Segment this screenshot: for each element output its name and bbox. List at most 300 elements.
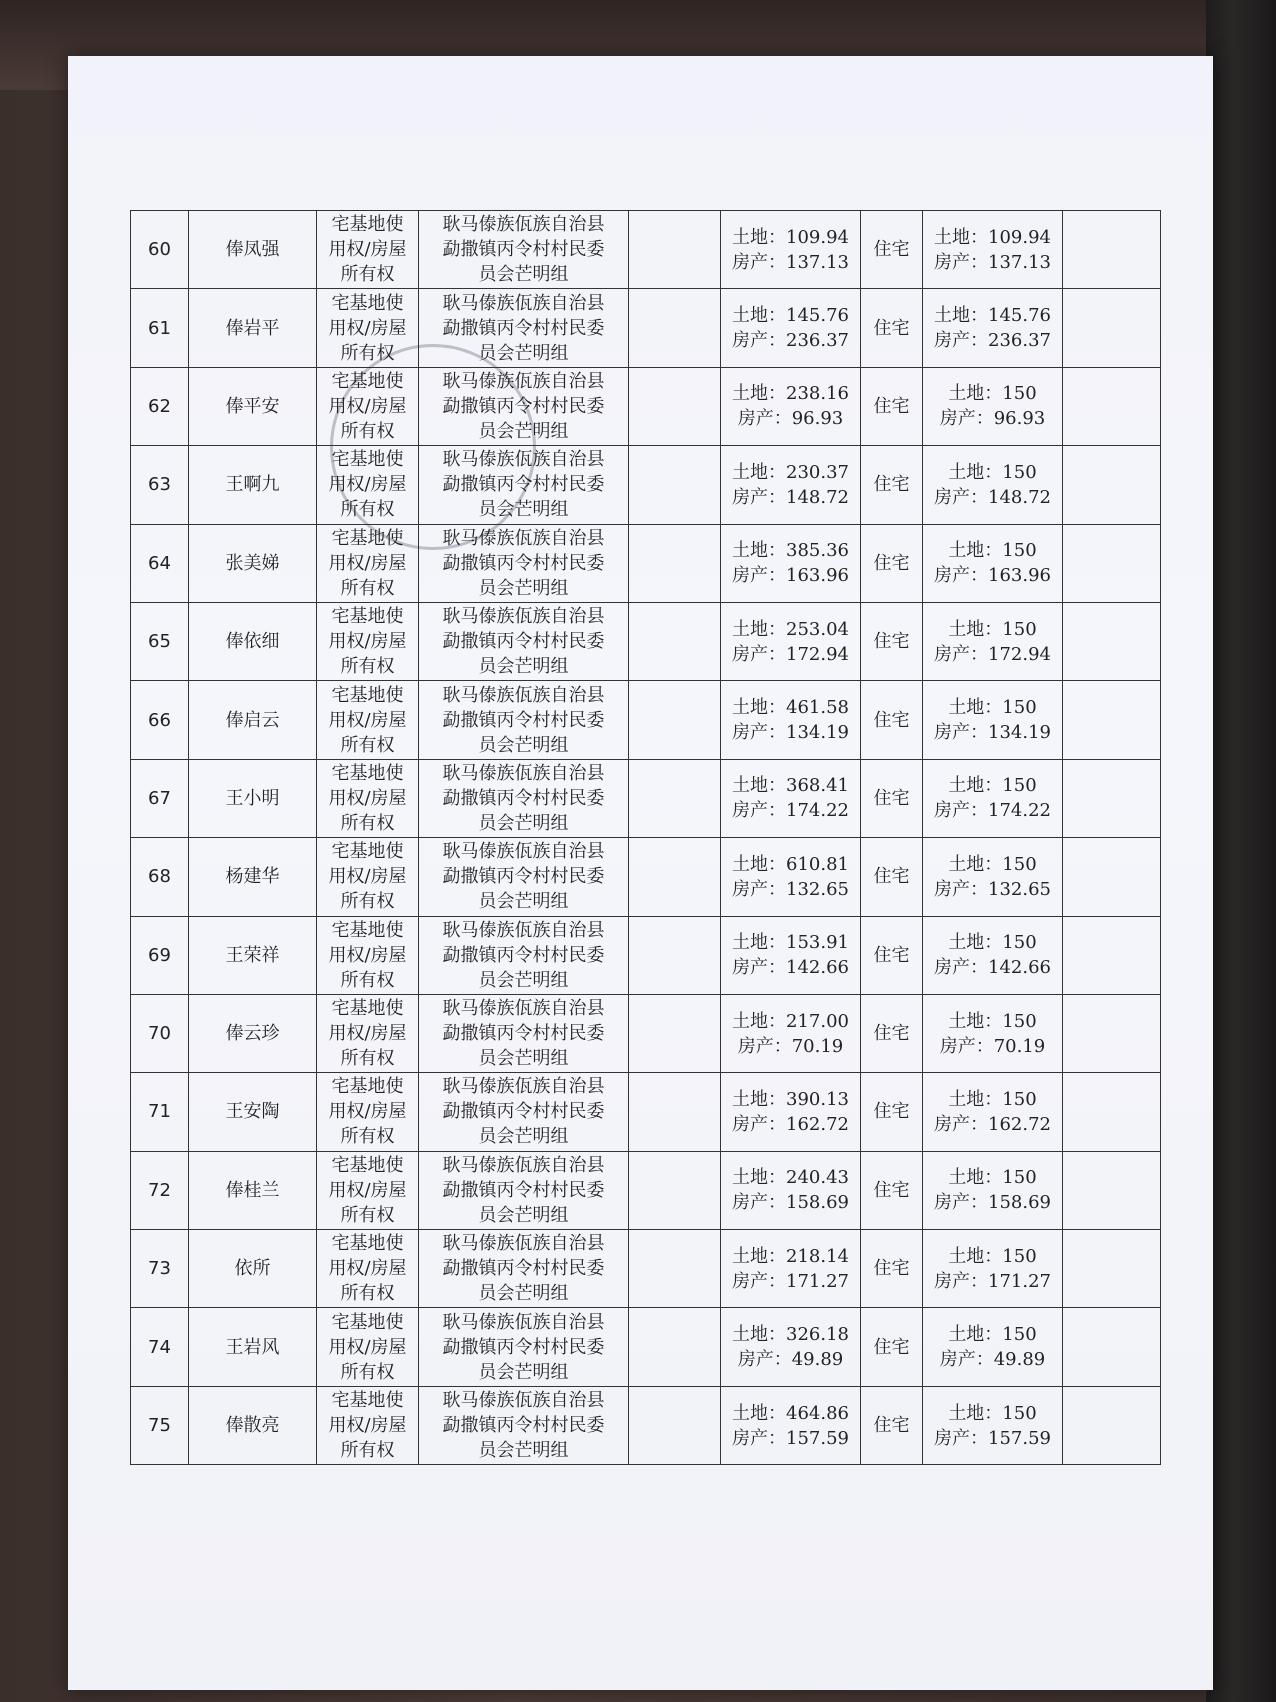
property-location-line: 耿马傣族佤族自治县 (442, 1076, 605, 1098)
declared-area-line: 土地：218.14 (732, 1245, 849, 1267)
right-type-line: 用权/房屋 (328, 866, 407, 888)
row-number: 75 (131, 1386, 189, 1464)
row-number: 61 (131, 289, 189, 367)
property-location (419, 211, 629, 289)
note-cell (1063, 1151, 1161, 1229)
document-page (68, 56, 1213, 1690)
property-location (419, 1308, 629, 1386)
table-row (131, 838, 1161, 916)
blank-cell (629, 681, 721, 759)
property-location-line: 勐撒镇丙令村村民委 (442, 709, 605, 731)
right-type-line: 所有权 (340, 969, 395, 991)
property-location (419, 994, 629, 1072)
declared-area-line: 土地：153.91 (732, 932, 849, 954)
right-type-line: 用权/房屋 (328, 631, 407, 653)
confirmed-area-line: 房产：70.19 (939, 1035, 1046, 1057)
note-cell (1063, 994, 1161, 1072)
row-number: 72 (131, 1151, 189, 1229)
declared-area-line: 房产：236.37 (732, 330, 849, 352)
land-use: 住宅 (861, 916, 923, 994)
declared-area (721, 1308, 861, 1386)
confirmed-area-line: 土地：150 (948, 853, 1037, 875)
declared-area (721, 916, 861, 994)
declared-area-line: 土地：385.36 (732, 540, 849, 562)
table-row (131, 759, 1161, 837)
declared-area-line: 房产：132.65 (732, 878, 849, 900)
property-location-line: 勐撒镇丙令村村民委 (442, 1179, 605, 1201)
declared-area (721, 1151, 861, 1229)
right-type-line: 用权/房屋 (328, 944, 407, 966)
blank-cell (629, 446, 721, 524)
right-type (317, 681, 419, 759)
property-location-line: 员会芒明组 (478, 577, 569, 599)
right-type-line: 用权/房屋 (328, 1258, 407, 1280)
confirmed-area-line: 土地：150 (948, 1167, 1037, 1189)
table-row (131, 524, 1161, 602)
declared-area-line: 房产：171.27 (732, 1270, 849, 1292)
confirmed-area-line: 土地：145.76 (934, 305, 1051, 327)
property-location-line: 员会芒明组 (478, 1440, 569, 1462)
declared-area (721, 289, 861, 367)
right-type-line: 所有权 (340, 891, 395, 913)
owner-name: 依所 (189, 1230, 317, 1308)
right-type-line: 所有权 (340, 342, 395, 364)
confirmed-area-line: 土地：150 (948, 540, 1037, 562)
right-type-line: 所有权 (340, 499, 395, 521)
right-type (317, 759, 419, 837)
right-type-line: 宅基地使 (331, 998, 404, 1020)
land-use: 住宅 (861, 602, 923, 680)
owner-name: 王安陶 (189, 1073, 317, 1151)
declared-area (721, 1386, 861, 1464)
land-use: 住宅 (861, 1151, 923, 1229)
declared-area (721, 681, 861, 759)
declared-area-line: 房产：134.19 (732, 722, 849, 744)
right-type-line: 所有权 (340, 420, 395, 442)
right-type (317, 994, 419, 1072)
table-row (131, 211, 1161, 289)
right-type (317, 916, 419, 994)
right-type-line: 宅基地使 (331, 292, 404, 314)
property-location-line: 勐撒镇丙令村村民委 (442, 787, 605, 809)
confirmed-area (923, 1151, 1063, 1229)
confirmed-area-line: 房产：137.13 (934, 251, 1051, 273)
confirmed-area (923, 289, 1063, 367)
property-location-line: 勐撒镇丙令村村民委 (442, 395, 605, 417)
blank-cell (629, 367, 721, 445)
right-type (317, 211, 419, 289)
declared-area (721, 524, 861, 602)
property-location-line: 勐撒镇丙令村村民委 (442, 317, 605, 339)
confirmed-area-line: 土地：150 (948, 1324, 1037, 1346)
confirmed-area-line: 土地：150 (948, 383, 1037, 405)
property-location-line: 耿马傣族佤族自治县 (442, 684, 605, 706)
note-cell (1063, 367, 1161, 445)
right-type-line: 宅基地使 (331, 762, 404, 784)
table-body (131, 211, 1161, 1465)
right-type-line: 所有权 (340, 1283, 395, 1305)
right-type-line: 所有权 (340, 1204, 395, 1226)
row-number: 66 (131, 681, 189, 759)
property-location (419, 602, 629, 680)
property-location-line: 员会芒明组 (478, 656, 569, 678)
blank-cell (629, 1386, 721, 1464)
declared-area-line: 土地：390.13 (732, 1088, 849, 1110)
blank-cell (629, 211, 721, 289)
land-use: 住宅 (861, 289, 923, 367)
right-type-line: 所有权 (340, 264, 395, 286)
confirmed-area (923, 1230, 1063, 1308)
property-location-line: 勐撒镇丙令村村民委 (442, 1336, 605, 1358)
property-location-line: 勐撒镇丙令村村民委 (442, 552, 605, 574)
confirmed-area-line: 房产：142.66 (934, 957, 1051, 979)
property-location-line: 勐撒镇丙令村村民委 (442, 866, 605, 888)
owner-name: 俸平安 (189, 367, 317, 445)
confirmed-area-line: 土地：150 (948, 618, 1037, 640)
right-type-line: 所有权 (340, 577, 395, 599)
confirmed-area (923, 211, 1063, 289)
right-type-line: 用权/房屋 (328, 1179, 407, 1201)
property-location (419, 524, 629, 602)
note-cell (1063, 838, 1161, 916)
blank-cell (629, 916, 721, 994)
right-type-line: 用权/房屋 (328, 1336, 407, 1358)
right-type-line: 用权/房屋 (328, 474, 407, 496)
blank-cell (629, 759, 721, 837)
row-number: 62 (131, 367, 189, 445)
right-type (317, 602, 419, 680)
owner-name: 王荣祥 (189, 916, 317, 994)
blank-cell (629, 524, 721, 602)
confirmed-area-line: 房产：171.27 (934, 1270, 1051, 1292)
table-row (131, 367, 1161, 445)
owner-name: 俸桂兰 (189, 1151, 317, 1229)
table-row (131, 1230, 1161, 1308)
declared-area (721, 367, 861, 445)
property-location (419, 1386, 629, 1464)
confirmed-area-line: 土地：150 (948, 1088, 1037, 1110)
confirmed-area-line: 房产：49.89 (939, 1349, 1046, 1371)
right-type-line: 用权/房屋 (328, 1101, 407, 1123)
declared-area-line: 房产：148.72 (732, 486, 849, 508)
note-cell (1063, 1308, 1161, 1386)
note-cell (1063, 524, 1161, 602)
confirmed-area-line: 土地：109.94 (934, 226, 1051, 248)
confirmed-area-line: 房产：174.22 (934, 800, 1051, 822)
right-type (317, 1386, 419, 1464)
property-location-line: 耿马傣族佤族自治县 (442, 998, 605, 1020)
right-type-line: 宅基地使 (331, 1154, 404, 1176)
confirmed-area-line: 房产：96.93 (939, 408, 1046, 430)
property-location (419, 681, 629, 759)
confirmed-area-line: 土地：150 (948, 697, 1037, 719)
declared-area (721, 838, 861, 916)
right-type (317, 367, 419, 445)
property-location (419, 367, 629, 445)
declared-area-line: 房产：172.94 (732, 643, 849, 665)
property-location-line: 勐撒镇丙令村村民委 (442, 1101, 605, 1123)
property-location-line: 勐撒镇丙令村村民委 (442, 1023, 605, 1045)
table-row (131, 602, 1161, 680)
right-type-line: 宅基地使 (331, 370, 404, 392)
property-location-line: 勐撒镇丙令村村民委 (442, 1415, 605, 1437)
property-location-line: 耿马傣族佤族自治县 (442, 292, 605, 314)
property-location-line: 勐撒镇丙令村村民委 (442, 1258, 605, 1280)
property-location (419, 759, 629, 837)
confirmed-area (923, 524, 1063, 602)
property-location-line: 耿马傣族佤族自治县 (442, 1154, 605, 1176)
declared-area-line: 土地：240.43 (732, 1167, 849, 1189)
blank-cell (629, 289, 721, 367)
property-location-line: 员会芒明组 (478, 1361, 569, 1383)
confirmed-area-line: 土地：150 (948, 1245, 1037, 1267)
right-type-line: 宅基地使 (331, 841, 404, 863)
property-location-line: 员会芒明组 (478, 969, 569, 991)
property-location-line: 耿马傣族佤族自治县 (442, 527, 605, 549)
confirmed-area-line: 房产：162.72 (934, 1113, 1051, 1135)
blank-cell (629, 1151, 721, 1229)
declared-area-line: 房产：70.19 (737, 1035, 844, 1057)
confirmed-area-line: 房产：172.94 (934, 643, 1051, 665)
property-location-line: 勐撒镇丙令村村民委 (442, 944, 605, 966)
declared-area-line: 土地：109.94 (732, 226, 849, 248)
confirmed-area (923, 1308, 1063, 1386)
row-number: 68 (131, 838, 189, 916)
confirmed-area-line: 土地：150 (948, 1402, 1037, 1424)
right-type-line: 所有权 (340, 1440, 395, 1462)
land-use: 住宅 (861, 211, 923, 289)
declared-area (721, 1073, 861, 1151)
row-number: 65 (131, 602, 189, 680)
row-number: 63 (131, 446, 189, 524)
right-type-line: 宅基地使 (331, 606, 404, 628)
declared-area-line: 房产：174.22 (732, 800, 849, 822)
confirmed-area-line: 土地：150 (948, 461, 1037, 483)
declared-area-line: 土地：217.00 (732, 1010, 849, 1032)
blank-cell (629, 994, 721, 1072)
right-type-line: 宅基地使 (331, 1390, 404, 1412)
property-location-line: 耿马傣族佤族自治县 (442, 370, 605, 392)
property-location-line: 耿马傣族佤族自治县 (442, 919, 605, 941)
land-use: 住宅 (861, 681, 923, 759)
property-location-line: 耿马傣族佤族自治县 (442, 606, 605, 628)
row-number: 71 (131, 1073, 189, 1151)
table-row (131, 1151, 1161, 1229)
property-location-line: 耿马傣族佤族自治县 (442, 762, 605, 784)
table-row (131, 1386, 1161, 1464)
land-use: 住宅 (861, 1308, 923, 1386)
property-rights-table (130, 210, 1161, 1465)
property-location-line: 耿马傣族佤族自治县 (442, 1390, 605, 1412)
property-location (419, 1230, 629, 1308)
land-use: 住宅 (861, 1073, 923, 1151)
table-row (131, 1073, 1161, 1151)
right-type-line: 所有权 (340, 734, 395, 756)
property-location-line: 耿马傣族佤族自治县 (442, 1233, 605, 1255)
right-type-line: 宅基地使 (331, 527, 404, 549)
table-row (131, 916, 1161, 994)
right-type-line: 宅基地使 (331, 684, 404, 706)
declared-area-line: 房产：162.72 (732, 1113, 849, 1135)
declared-area-line: 土地：238.16 (732, 383, 849, 405)
row-number: 60 (131, 211, 189, 289)
owner-name: 俸散亮 (189, 1386, 317, 1464)
owner-name: 王啊九 (189, 446, 317, 524)
owner-name: 俸凤强 (189, 211, 317, 289)
right-type-line: 用权/房屋 (328, 395, 407, 417)
declared-area (721, 446, 861, 524)
declared-area-line: 房产：137.13 (732, 251, 849, 273)
declared-area-line: 土地：145.76 (732, 305, 849, 327)
right-type-line: 所有权 (340, 656, 395, 678)
land-use: 住宅 (861, 446, 923, 524)
property-location-line: 员会芒明组 (478, 734, 569, 756)
land-use: 住宅 (861, 994, 923, 1072)
declared-area-line: 土地：253.04 (732, 618, 849, 640)
owner-name: 俸岩平 (189, 289, 317, 367)
declared-area (721, 211, 861, 289)
declared-area-line: 房产：96.93 (737, 408, 844, 430)
right-type-line: 用权/房屋 (328, 709, 407, 731)
note-cell (1063, 211, 1161, 289)
property-location-line: 员会芒明组 (478, 1048, 569, 1070)
background-edge-right (1206, 0, 1276, 1702)
right-type-line: 宅基地使 (331, 1076, 404, 1098)
right-type-line: 用权/房屋 (328, 1415, 407, 1437)
land-use: 住宅 (861, 367, 923, 445)
right-type-line: 用权/房屋 (328, 317, 407, 339)
property-location-line: 耿马傣族佤族自治县 (442, 449, 605, 471)
property-location-line: 员会芒明组 (478, 812, 569, 834)
confirmed-area (923, 838, 1063, 916)
right-type (317, 1308, 419, 1386)
owner-name: 杨建华 (189, 838, 317, 916)
declared-area-line: 房产：163.96 (732, 565, 849, 587)
row-number: 64 (131, 524, 189, 602)
table-row (131, 994, 1161, 1072)
confirmed-area-line: 房产：134.19 (934, 722, 1051, 744)
owner-name: 俸启云 (189, 681, 317, 759)
confirmed-area-line: 土地：150 (948, 775, 1037, 797)
note-cell (1063, 1386, 1161, 1464)
row-number: 73 (131, 1230, 189, 1308)
property-location-line: 员会芒明组 (478, 891, 569, 913)
right-type-line: 所有权 (340, 1048, 395, 1070)
confirmed-area (923, 1386, 1063, 1464)
declared-area (721, 1230, 861, 1308)
property-location-line: 勐撒镇丙令村村民委 (442, 631, 605, 653)
declared-area-line: 土地：461.58 (732, 697, 849, 719)
row-number: 74 (131, 1308, 189, 1386)
right-type-line: 用权/房屋 (328, 552, 407, 574)
confirmed-area-line: 土地：150 (948, 932, 1037, 954)
right-type-line: 宅基地使 (331, 214, 404, 236)
property-location (419, 1073, 629, 1151)
land-use: 住宅 (861, 524, 923, 602)
note-cell (1063, 289, 1161, 367)
confirmed-area-line: 房产：132.65 (934, 878, 1051, 900)
property-location (419, 289, 629, 367)
property-location-line: 勐撒镇丙令村村民委 (442, 239, 605, 261)
table-row (131, 1308, 1161, 1386)
right-type-line: 所有权 (340, 1361, 395, 1383)
right-type (317, 1073, 419, 1151)
land-use: 住宅 (861, 1230, 923, 1308)
right-type-line: 宅基地使 (331, 919, 404, 941)
confirmed-area-line: 房产：157.59 (934, 1427, 1051, 1449)
row-number: 67 (131, 759, 189, 837)
note-cell (1063, 602, 1161, 680)
owner-name: 张美娣 (189, 524, 317, 602)
right-type-line: 用权/房屋 (328, 239, 407, 261)
confirmed-area-line: 房产：163.96 (934, 565, 1051, 587)
right-type (317, 446, 419, 524)
confirmed-area (923, 994, 1063, 1072)
property-location (419, 916, 629, 994)
property-location-line: 员会芒明组 (478, 420, 569, 442)
confirmed-area-line: 房产：236.37 (934, 330, 1051, 352)
table-row (131, 446, 1161, 524)
confirmed-area (923, 602, 1063, 680)
table-row (131, 681, 1161, 759)
property-location-line: 员会芒明组 (478, 342, 569, 364)
declared-area (721, 994, 861, 1072)
right-type (317, 1230, 419, 1308)
right-type (317, 524, 419, 602)
property-location-line: 耿马傣族佤族自治县 (442, 214, 605, 236)
note-cell (1063, 916, 1161, 994)
declared-area-line: 土地：326.18 (732, 1324, 849, 1346)
land-use: 住宅 (861, 1386, 923, 1464)
property-location-line: 员会芒明组 (478, 264, 569, 286)
right-type-line: 宅基地使 (331, 449, 404, 471)
declared-area-line: 房产：158.69 (732, 1192, 849, 1214)
property-location-line: 员会芒明组 (478, 499, 569, 521)
right-type-line: 用权/房屋 (328, 1023, 407, 1045)
note-cell (1063, 1073, 1161, 1151)
declared-area-line: 土地：464.86 (732, 1402, 849, 1424)
owner-name: 王小明 (189, 759, 317, 837)
property-location (419, 446, 629, 524)
right-type (317, 289, 419, 367)
confirmed-area (923, 681, 1063, 759)
confirmed-area-line: 土地：150 (948, 1010, 1037, 1032)
row-number: 70 (131, 994, 189, 1072)
right-type-line: 所有权 (340, 812, 395, 834)
declared-area-line: 房产：49.89 (737, 1349, 844, 1371)
right-type-line: 所有权 (340, 1126, 395, 1148)
confirmed-area (923, 759, 1063, 837)
property-location-line: 耿马傣族佤族自治县 (442, 1311, 605, 1333)
note-cell (1063, 759, 1161, 837)
blank-cell (629, 1308, 721, 1386)
confirmed-area-line: 房产：148.72 (934, 486, 1051, 508)
owner-name: 王岩风 (189, 1308, 317, 1386)
owner-name: 俸云珍 (189, 994, 317, 1072)
declared-area-line: 土地：230.37 (732, 461, 849, 483)
confirmed-area (923, 367, 1063, 445)
right-type-line: 用权/房屋 (328, 787, 407, 809)
right-type (317, 838, 419, 916)
blank-cell (629, 602, 721, 680)
right-type-line: 宅基地使 (331, 1233, 404, 1255)
declared-area (721, 759, 861, 837)
confirmed-area (923, 446, 1063, 524)
row-number: 69 (131, 916, 189, 994)
right-type (317, 1151, 419, 1229)
property-location-line: 员会芒明组 (478, 1283, 569, 1305)
blank-cell (629, 1230, 721, 1308)
